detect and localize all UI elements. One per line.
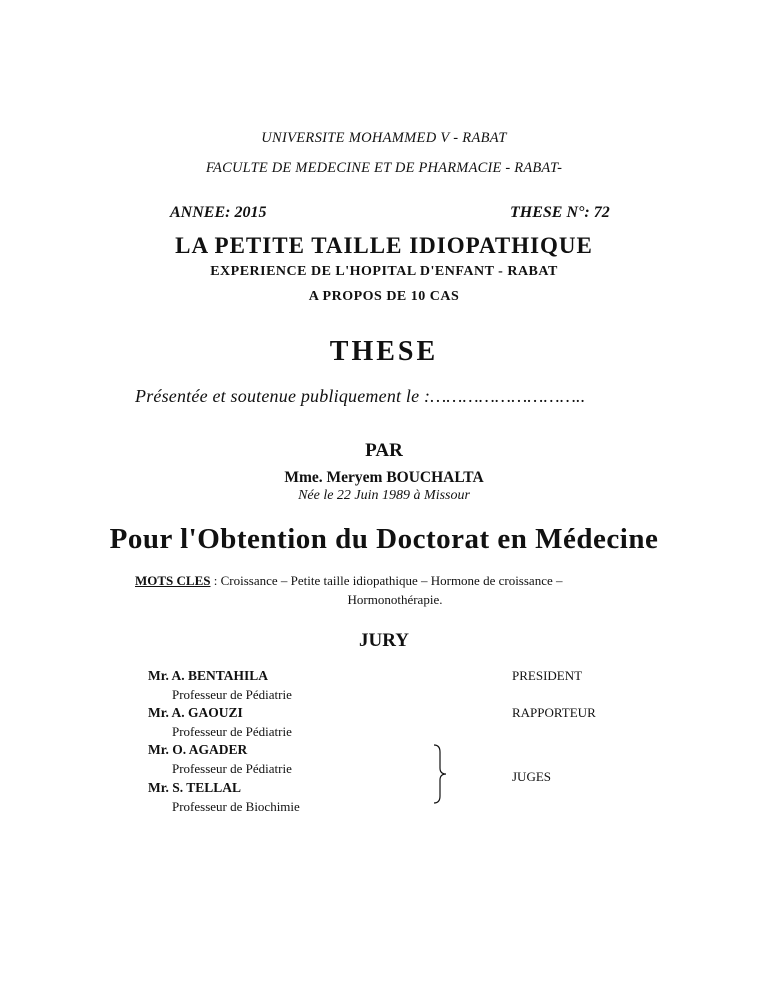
jury-member-name: Mr. A. BENTAHILA <box>148 668 269 683</box>
right-brace-icon <box>432 744 452 804</box>
university-name: UNIVERSITE MOHAMMED V - RABAT <box>261 130 507 146</box>
thesis-subtitle: EXPERIENCE DE L'HOPITAL D'ENFANT - RABAT <box>210 264 558 279</box>
jury-member-name: Mr. O. AGADER <box>148 742 248 757</box>
jury-member-name: Mr. S. TELLAL <box>148 780 242 795</box>
jury-member-name: Mr. A. GAOUZI <box>148 705 243 720</box>
author-birth: Née le 22 Juin 1989 à Missour <box>298 488 470 503</box>
thesis-title: LA PETITE TAILLE IDIOPATHIQUE <box>175 233 593 258</box>
jury-member-title: Professeur de Biochimie <box>172 799 300 814</box>
keywords-line1: : Croissance – Petite taille idiopathique – Hormone de croissance – <box>210 573 563 588</box>
role-president: PRESIDENT <box>512 668 583 683</box>
jury-heading: JURY <box>359 630 409 651</box>
role-rapporteur: RAPPORTEUR <box>512 705 596 720</box>
jury-member-title: Professeur de Pédiatrie <box>172 761 292 776</box>
author-name: Mme. Meryem BOUCHALTA <box>284 469 484 486</box>
thesis-subtitle-cases: A PROPOS DE 10 CAS <box>308 289 460 304</box>
role-juges: JUGES <box>512 769 552 784</box>
par-heading: PAR <box>365 440 403 461</box>
keywords-line2: Hormonothérapie. <box>347 592 443 607</box>
thesis-year: ANNEE: 2015 <box>170 204 267 221</box>
these-heading: THESE <box>329 336 439 367</box>
jury-member-title: Professeur de Pédiatrie <box>172 724 292 739</box>
faculty-name: FACULTE DE MEDECINE ET DE PHARMACIE - RABAT- <box>205 160 563 176</box>
presentation-line: Présentée et soutenue publiquement le :……………………….. <box>135 386 586 406</box>
keywords-label: MOTS CLES <box>135 573 211 588</box>
degree-statement: Pour l'Obtention du Doctorat en Médecine <box>109 523 659 555</box>
keywords <box>135 573 655 608</box>
thesis-number: THESE N°: 72 <box>510 204 610 221</box>
jury-member-title: Professeur de Pédiatrie <box>172 687 292 702</box>
